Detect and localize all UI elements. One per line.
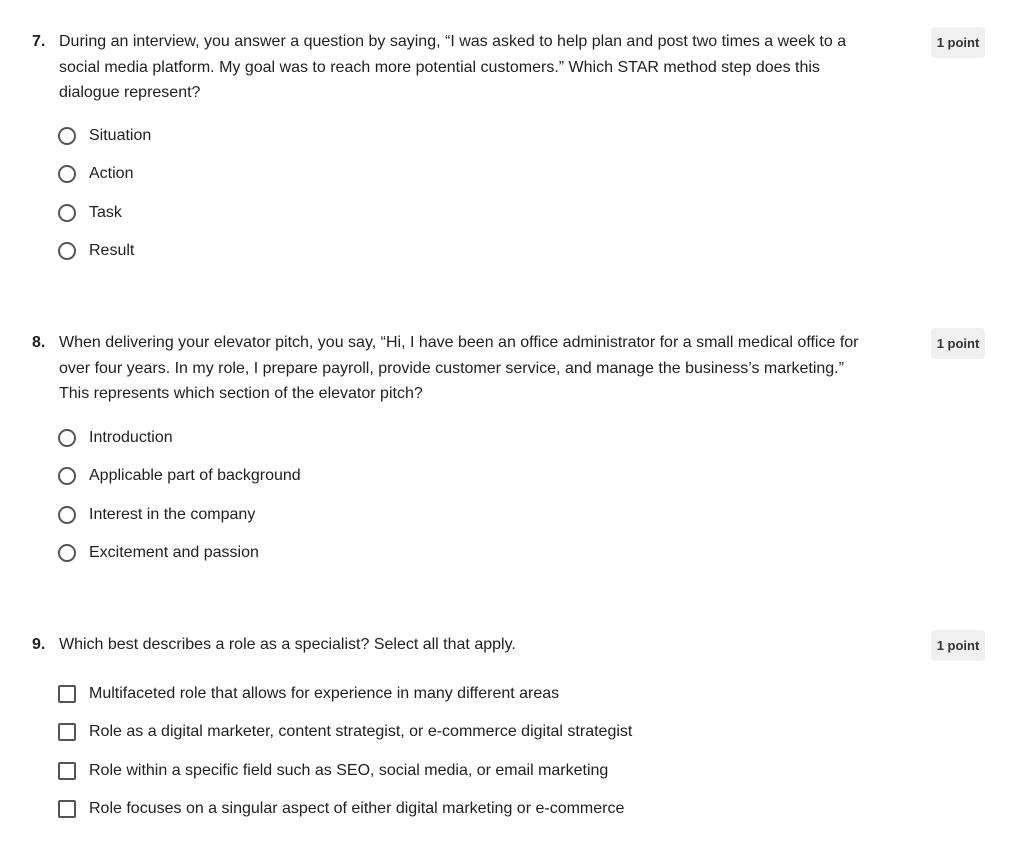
option-applicable-background[interactable] (58, 464, 301, 488)
option-label: Role within a specific field such as SEO, social media, or email marketing (89, 762, 609, 779)
option-situation[interactable] (58, 124, 151, 148)
radio-button[interactable] (58, 506, 76, 524)
checkbox[interactable] (58, 800, 76, 818)
points-badge: 1 point (931, 27, 985, 58)
points-badge: 1 point (931, 328, 985, 359)
option-action[interactable] (58, 162, 133, 186)
option-label: Task (89, 204, 122, 221)
option-result[interactable] (58, 239, 134, 263)
radio-button[interactable] (58, 544, 76, 562)
option-label: Applicable part of background (89, 467, 301, 484)
radio-button[interactable] (58, 204, 76, 222)
option-label: Result (89, 242, 135, 259)
checkbox[interactable] (58, 685, 76, 703)
option-label: Action (89, 165, 134, 182)
question-number: 7. (32, 33, 46, 50)
radio-button[interactable] (58, 467, 76, 485)
option-digital-marketer-role[interactable] (58, 720, 632, 744)
question-number: 9. (32, 636, 46, 653)
radio-button[interactable] (58, 242, 76, 260)
question-text: Which best describes a role as a specialist? Select all that apply. (59, 636, 516, 653)
question-text: When delivering your elevator pitch, you say, “Hi, I have been an office administrator for a small medical office for over four years. In my role, I prepare payroll, provide customer service, and manage the business’s marketing.” This represents which section of the elevator pitch? (59, 334, 859, 402)
option-multifaceted-role[interactable] (58, 682, 559, 706)
option-excitement-passion[interactable] (58, 541, 259, 565)
option-label: Multifaceted role that allows for experience in many different areas (89, 685, 560, 702)
radio-button[interactable] (58, 429, 76, 447)
option-label: Role as a digital marketer, content strategist, or e-commerce digital strategist (89, 723, 633, 740)
option-label: Interest in the company (89, 506, 256, 523)
checkbox[interactable] (58, 762, 76, 780)
option-introduction[interactable] (58, 426, 173, 450)
radio-button[interactable] (58, 127, 76, 145)
question-text: During an interview, you answer a question by saying, “I was asked to help plan and post two times a week to a social media platform. My goal was to reach more potential customers.” Which STAR method step does this dialogue represent? (59, 33, 847, 101)
option-singular-aspect-role[interactable] (58, 797, 624, 821)
checkbox[interactable] (58, 723, 76, 741)
option-task[interactable] (58, 201, 122, 225)
option-label: Role focuses on a singular aspect of either digital marketing or e-commerce (89, 800, 625, 817)
points-badge: 1 point (931, 630, 985, 661)
option-label: Excitement and passion (89, 544, 259, 561)
option-interest-company[interactable] (58, 503, 255, 527)
option-specific-field-role[interactable] (58, 759, 608, 783)
question-number: 8. (32, 334, 46, 351)
radio-button[interactable] (58, 165, 76, 183)
option-label: Situation (89, 127, 152, 144)
option-label: Introduction (89, 429, 173, 446)
